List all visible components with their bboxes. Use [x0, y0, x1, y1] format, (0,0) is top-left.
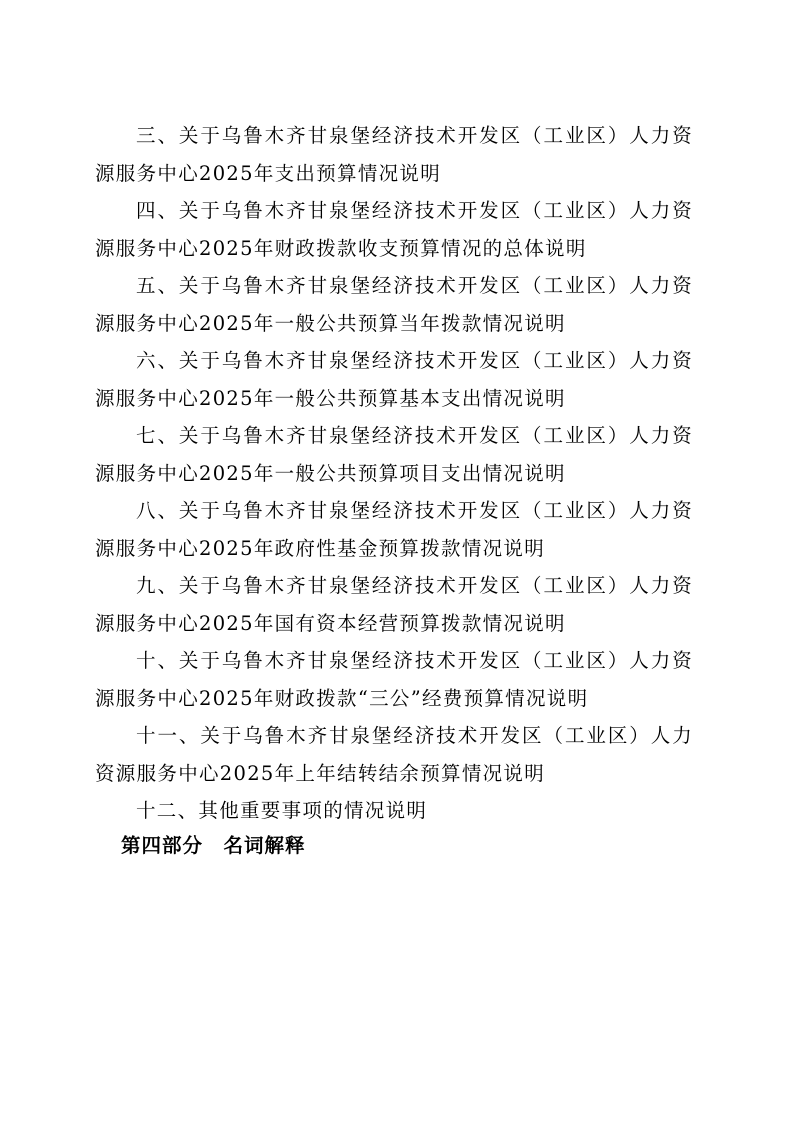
- toc-item-5: 五、关于乌鲁木齐甘泉堡经济技术开发区（工业区）人力资源服务中心2025年一般公共预算当年拨款情况说明: [95, 274, 693, 335]
- toc-item-10: 十、关于乌鲁木齐甘泉堡经济技术开发区（工业区）人力资源服务中心2025年财政拨款“三公”经费预算情况说明: [95, 649, 693, 710]
- toc-item-11: 十一、关于乌鲁木齐甘泉堡经济技术开发区（工业区）人力资源服务中心2025年上年结转结余预算情况说明: [95, 724, 693, 785]
- toc-item-8: 八、关于乌鲁木齐甘泉堡经济技术开发区（工业区）人力资源服务中心2025年政府性基金预算拨款情况说明: [95, 499, 693, 560]
- toc-item-4: 四、关于乌鲁木齐甘泉堡经济技术开发区（工业区）人力资源服务中心2025年财政拨款收支预算情况的总体说明: [95, 199, 693, 260]
- toc-item-3: 三、关于乌鲁木齐甘泉堡经济技术开发区（工业区）人力资源服务中心2025年支出预算情况说明: [95, 124, 693, 185]
- section-heading: 第四部分 名词解释: [121, 834, 306, 857]
- toc-list: [95, 117, 693, 830]
- toc-item-6: 六、关于乌鲁木齐甘泉堡经济技术开发区（工业区）人力资源服务中心2025年一般公共预算基本支出情况说明: [95, 349, 693, 410]
- toc-item-7: 七、关于乌鲁木齐甘泉堡经济技术开发区（工业区）人力资源服务中心2025年一般公共预算项目支出情况说明: [95, 424, 693, 485]
- toc-item-9: 九、关于乌鲁木齐甘泉堡经济技术开发区（工业区）人力资源服务中心2025年国有资本经营预算拨款情况说明: [95, 574, 693, 635]
- toc-item-12: 十二、其他重要事项的情况说明: [136, 799, 428, 822]
